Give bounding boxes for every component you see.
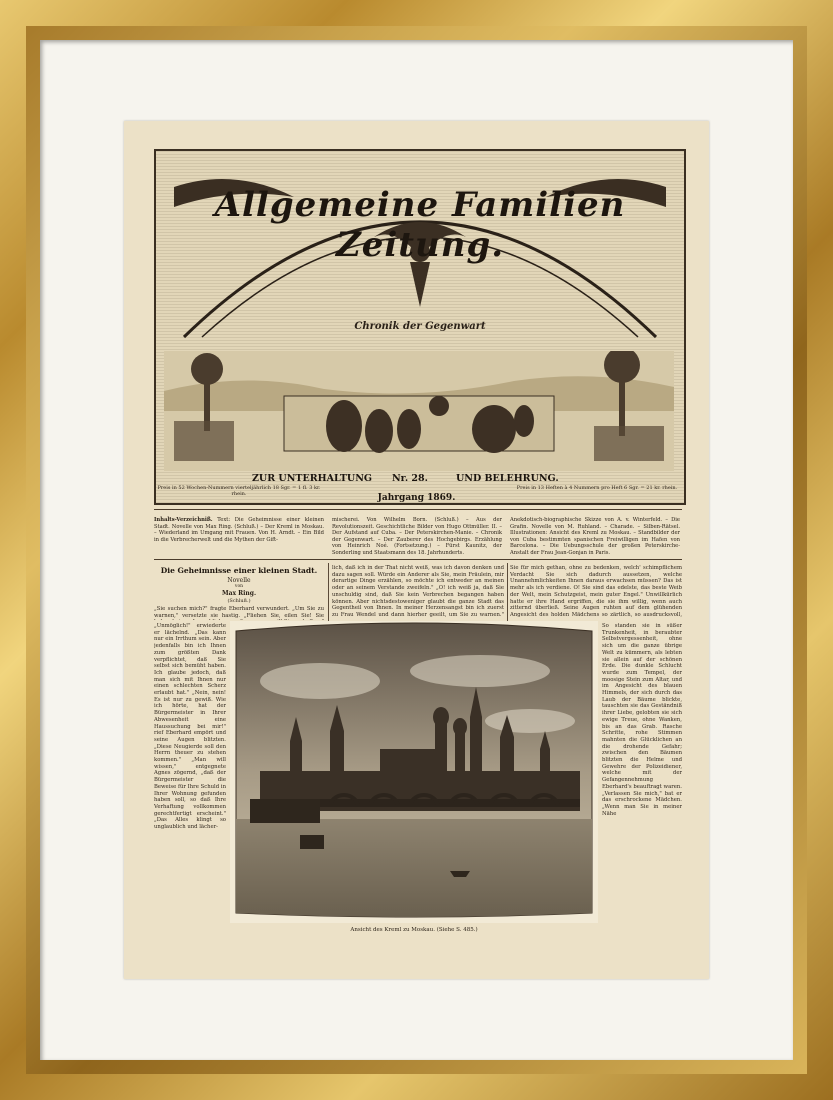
masthead-scene-illustration [164,351,674,471]
volume-year: Jahrgang 1869. [377,493,456,503]
column-divider-1 [328,563,329,623]
article-text-right-narrow: So standen sie in süßer Trunkenheit, in beraubter Selbstvergessenheit, ohne sich um die ganze übrige Welt zu kümmern, als lebten sie allein auf der schönen Erde. Die dunkle Schlucht wurde zum Tempel, der moosige Stein zum Altar, und im Angesicht des blauen Himmels, der sich durch das Laub der Bäume blickte, tauschten sie das Geständniß ihrer Liebe, gelobten sie sich ewige Treue, ohne Wanken, bis an das Grab. Rasche Schritte, rohe Stimmen mahnten die Glücklichen an die drohende Gefahr; zwischen den Bäumen blitzten die Helme und Gewehre der Polizeidiener, welche mit der Gefangennehmung Eberhard's beauftragt waren. „Verlassen Sie mich," bat er das erschrockene Mädchen. „Wenn man Sie in meiner Nähe [602,623,682,817]
price-right: Preis in 13 Heften à 4 Nummern pro Heft 6 Sgr. = 21 kr. rhein. [516,485,678,491]
article-text-right-top: Sie für mich gethan, ohne zu bedenken, welch' schimpflichem Verdacht Sie sich dadurch aussetzen, welche Unannehmlichkeiten Ihnen daraus erwachsen müssen? Das ist mehr als ich verdiene. O! Sie sind das edelste, das beste Weib der Welt, mein Schutzgeist, mein guter Engel." Unwillkürlich hatte er ihre Hand ergriffen, die sie ihm willig, wenn auch zitternd überließ. Seine Augen ruhten auf dem glühenden Angesicht des holden Mädchens so zärtlich, so ausdrucksvoll, [510,565,682,618]
contents-column-3: Anekdotisch-biographische Skizze von A. v. Winterfeld. – Die Grafin. Novelle von M. Ruhland. – Charade. – Silben-Rätsel. Illustrationen: Ansicht des Kreml zu Moskau. – Standbilder der von Cuba bestimmten spanischen Freiwilligen im Hafen von Barcelona. – Die Uebungsschule der großen Peterskirche-Anstalt der Frau Jean-Gonjan in Paris. [510,517,680,556]
article-von: von [234,584,244,589]
rule-top [154,509,682,510]
price-left: Preis in 52 Wochen-Nummern vierteljährlich 18 Sgr. = 1 fl. 3 kr. rhein. [157,485,321,497]
masthead [154,149,686,505]
article-title: Die Geheimnisse einer kleinen Stadt. [160,566,318,575]
newspaper-title: Allgemeine Familien Zeitung. [214,185,626,265]
article-text-left-top: „Sie suchen mich?" fragte Eberhard verwundert. „Um Sie zu warnen," versetzte sie hastig. „Fliehen Sie, eilen Sie! Sie [154,606,324,619]
ribbon-right: UND BELEHRUNG. [456,473,559,484]
issue-number: Nr. 28. [392,473,428,484]
contents-heading: Inhalts-Verzeichniß. [154,517,213,523]
masthead-subtitle: Chronik der Gegenwart [354,321,486,332]
article-text-middle-top: lich, daß ich in der That nicht weiß, was ich davon denken und dazu sagen soll. Würde ein Anderer als Sie, mein Fräulein, mir derartige Dinge erzählen, so möchte ich entweder an meinen oder an seinem Verstande zweifeln." „O! ich weiß ja, daß Sie unschuldig sind, daß Sie kein Verbrechen begangen haben können. Aber nichtsdestoweniger glaubt die ganze Stadt das Gegentheil von Ihnen. In meiner Herzensangst bin ich zuerst zu Frau Wendel und dann hierher geeilt, um Sie zu warnen." [332,565,504,618]
contents-column-2: mischerei. Von Wilhelm Born. (Schluß.) – Aus der Revolutionszeit. Geschichtliche Bilder von Hugo Ottmüller. II. – Der Aufstand auf Cuba. – Der Peterskirchen-Manie. – Chronik der Gegenwart. – Der Zauberer des Hochgebirgs. Erzählung von Heinrich Noé. (Fortsetzung.) – Fürst Kaunitz, der Sonderling und Staatsmann des 18. Jahrhunderts. [332,517,502,556]
kremlin-illustration [230,621,598,923]
article-text-left-narrow: „Unmöglich!" erwiederte er lächelnd. „Das kann nur ein Irrthum sein. Aber jedenfalls bin ich Ihnen zum größten Dank verpflichtet, daß Sie selbst sich bemüht haben. Ich glaube jedoch, daß man sich mit Ihnen nur einen schlechten Scherz erlaubt hat." „Nein, nein! Es ist nur zu gewiß. Wie ich hörte, hat der Bürgermeister in Ihrer Abwesenheit eine Haussuchung bei mir!" rief Eberhard empört und seine Augen blitzten. „Diese Neugierde soll den Herrn theuer zu stehen kommen." „Man will wissen," entgegnete Agnes zögernd, „daß der Bürgermeister die Beweise für Ihre Schuld in Ihrer Wohnung gefunden haben soll, so daß Ihre Verhaftung vollkommen gerechtfertigt erscheint." „Das Alles klingt so unglaublich und lächer- [154,623,226,831]
article-genre: Novelle [227,577,251,584]
article-author: Max Ring. [221,590,257,597]
kremlin-engraving [230,621,598,923]
illustration-caption: Ansicht des Kreml zu Moskau. (Siehe S. 485.) [350,927,478,933]
rule-bottom [154,559,682,560]
contents-column-1 [154,517,324,543]
newspaper-page [124,121,709,979]
column-divider-2 [507,563,508,623]
contents-text-1: Text: Die Geheimnisse einer kleinen Stadt. Novelle von Max Ring. (Schluß.) – Der Kreml in Moskau. – Wiederland im Umgang mit Frauen. Von H. Arndt. – Ein Bild in die Verbrecherwelt und die Mythen der Gift- [154,517,324,543]
article-schluss: (Schluß.) [227,598,251,604]
ribbon-left: ZUR UNTERHALTUNG [252,473,372,484]
